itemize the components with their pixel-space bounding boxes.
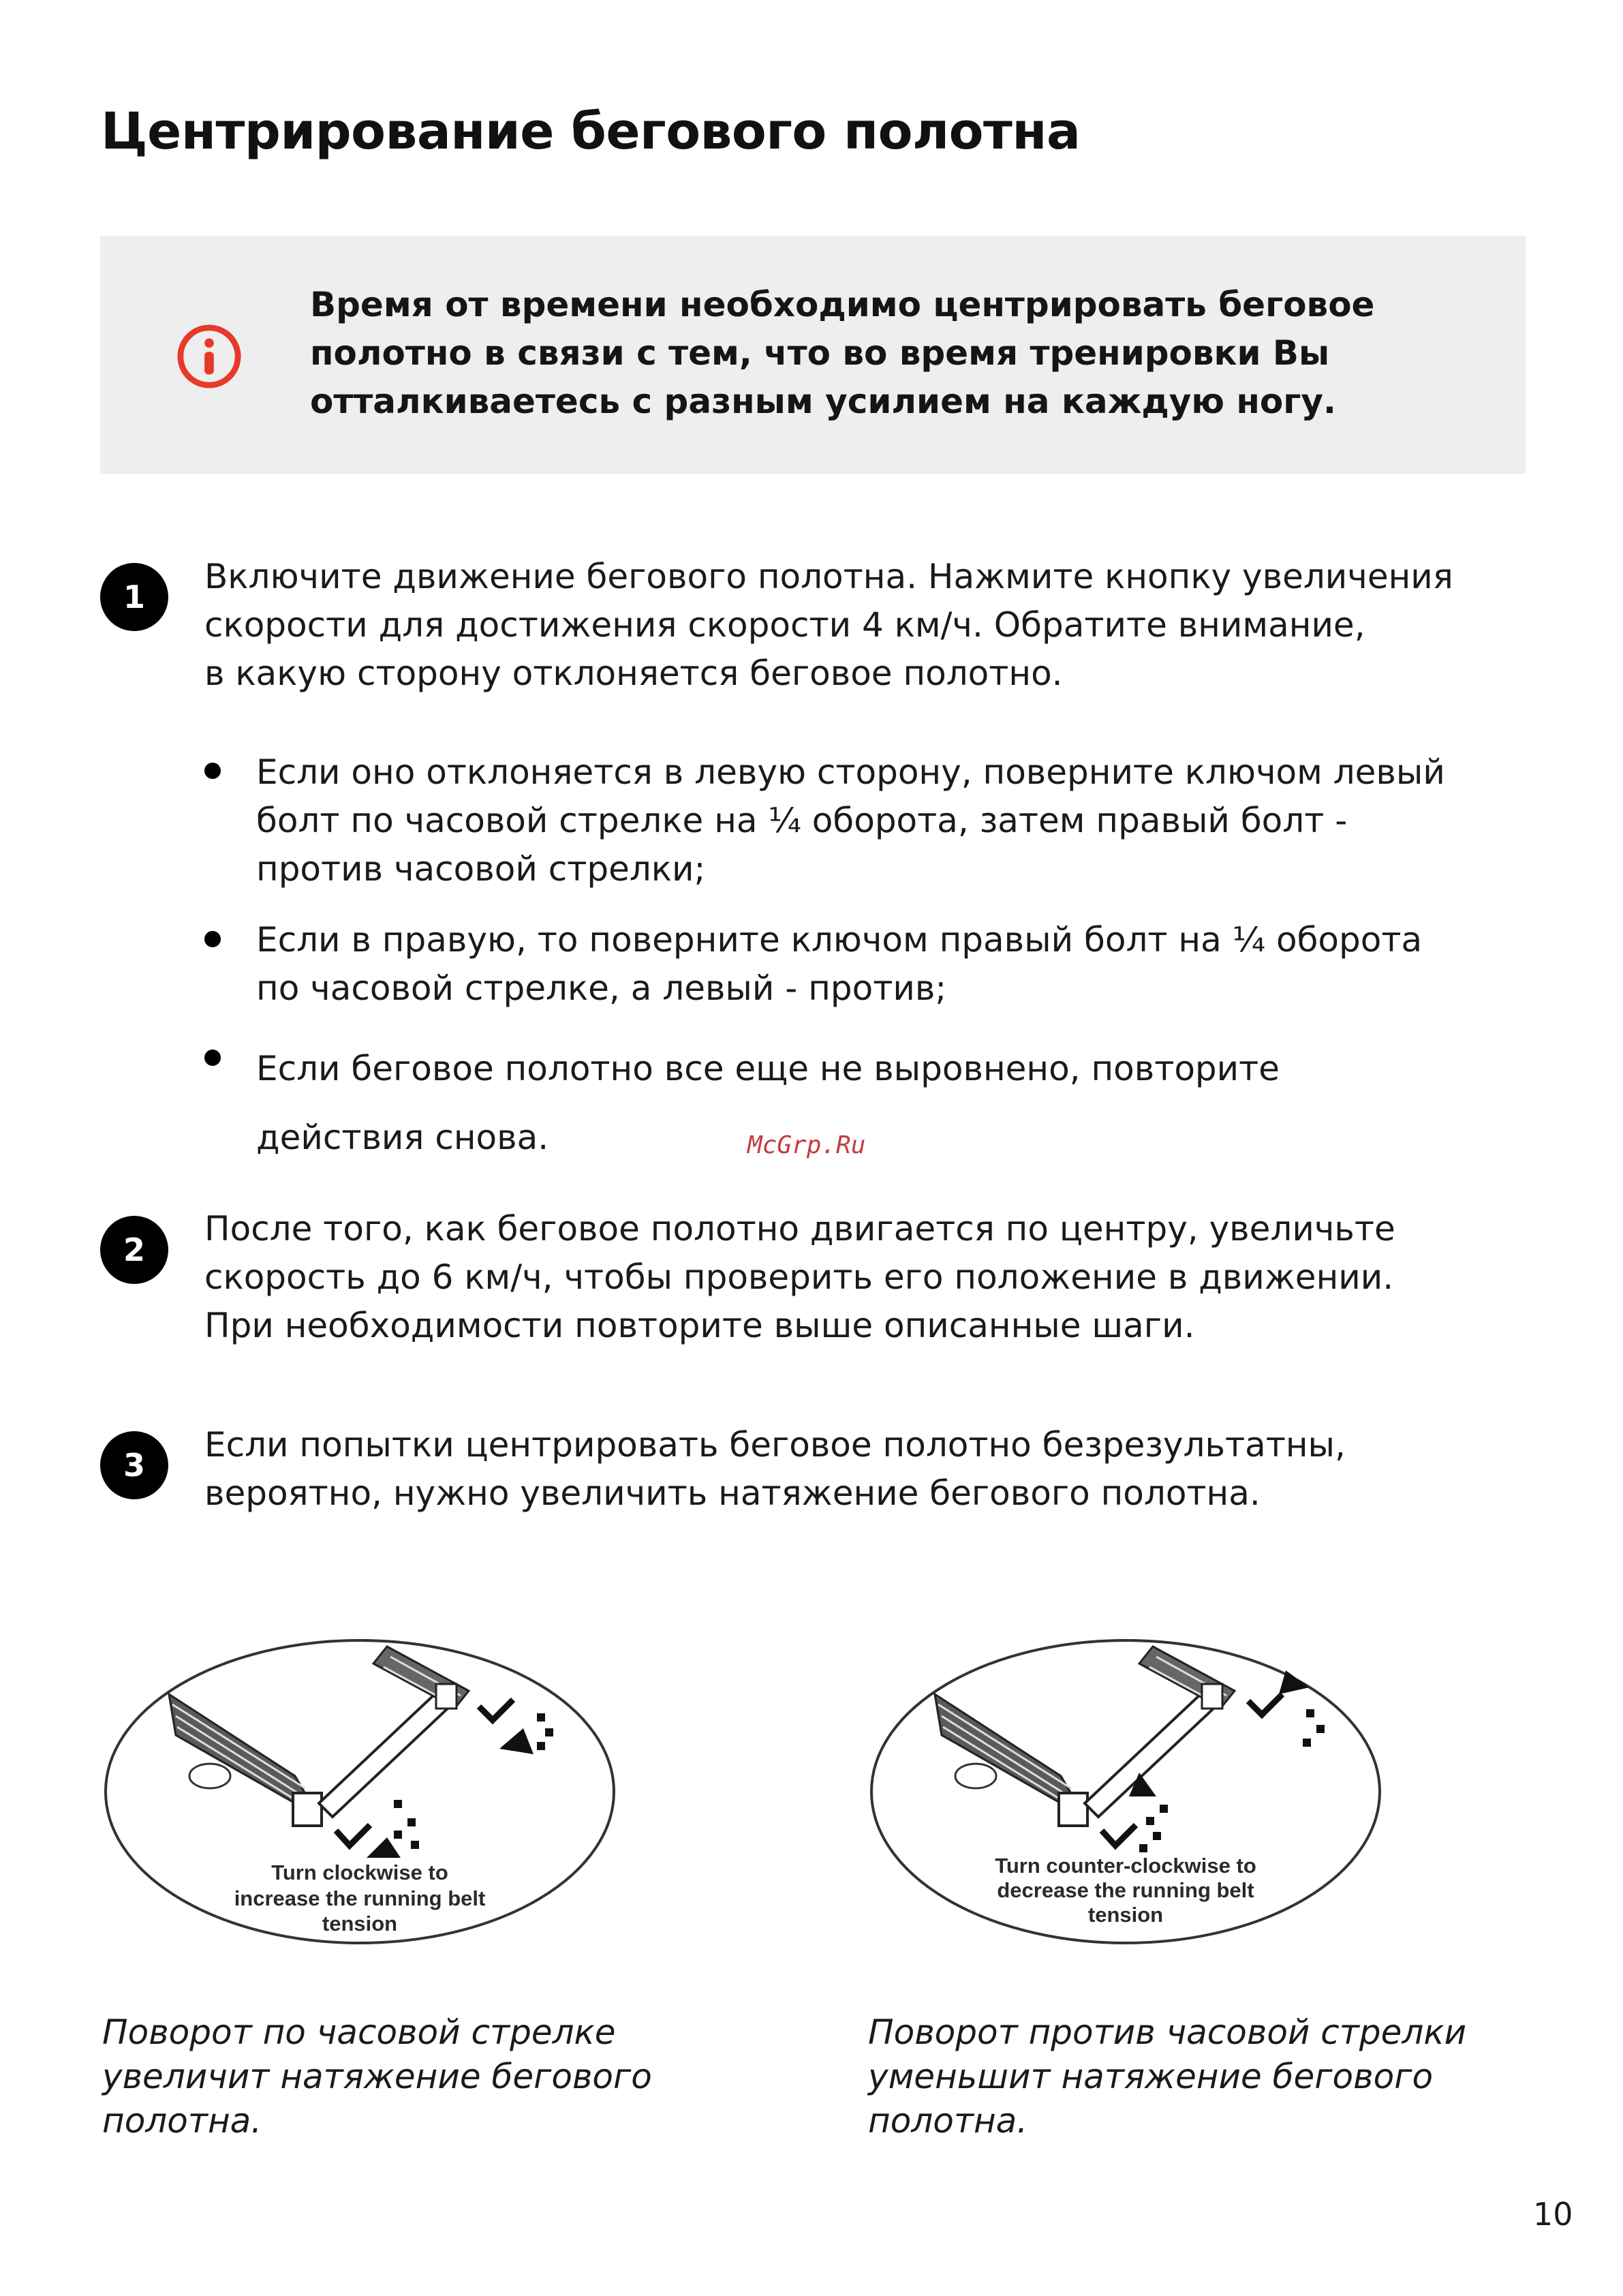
caption-line: полотна.	[868, 2101, 1028, 2141]
tension-diagram-clockwise	[101, 1633, 619, 1946]
diagram-label-line: decrease the running belt	[997, 1878, 1254, 1902]
page-number: 10	[1533, 2196, 1573, 2233]
step-number-3: 3	[100, 1431, 168, 1499]
tension-diagram-counter-clockwise	[867, 1633, 1385, 1946]
step-line: скорость до 6 км/ч, чтобы проверить его положение в движении.	[204, 1257, 1394, 1297]
bullet-1-text	[256, 748, 1517, 893]
bullet-line: Если беговое полотно все еще не выровнено, повторите	[256, 1049, 1280, 1088]
bullet-line: действия снова.	[256, 1118, 549, 1157]
bullet-line: Если оно отклоняется в левую сторону, поверните ключом левый	[256, 752, 1445, 792]
caption-line: Поворот по часовой стрелке	[102, 2012, 616, 2052]
caption-line: уменьшит натяжение бегового	[868, 2057, 1434, 2096]
watermark-text: McGrp.Ru	[747, 1131, 866, 1159]
step-number-2: 2	[100, 1216, 168, 1284]
bullet-3-text	[256, 1035, 1517, 1172]
info-icon	[176, 323, 243, 390]
note-line: отталкиваетесь с разным усилием на каждую ногу.	[310, 382, 1336, 421]
step-line: скорости для достижения скорости 4 км/ч. Обратите внимание,	[204, 605, 1365, 645]
note-line: Время от времени необходимо центрировать беговое	[310, 285, 1375, 324]
step-line: После того, как беговое полотно двигается по центру, увеличьте	[204, 1209, 1395, 1249]
diagram-caption-counter-clockwise	[868, 2010, 1549, 2143]
step-2-text	[204, 1205, 1623, 1350]
step-3-text	[204, 1421, 1623, 1518]
caption-line: увеличит натяжение бегового	[102, 2057, 652, 2096]
bullet-line: болт по часовой стрелке на ¼ оборота, затем правый болт -	[256, 801, 1348, 840]
step-number-1: 1	[100, 563, 168, 631]
diagram-label-line: increase the running belt	[234, 1886, 486, 1910]
diagram-label-line: tension	[322, 1912, 398, 1935]
bullet-dot	[204, 763, 221, 779]
bullet-2-text	[256, 916, 1517, 1013]
step-line: в какую сторону отклоняется беговое полотно.	[204, 654, 1063, 693]
diagram-label-line: tension	[1087, 1903, 1164, 1927]
note-line: полотно в связи с тем, что во время тренировки Вы	[310, 333, 1330, 373]
bullet-line: Если в правую, то поверните ключом правый болт на ¼ оборота	[256, 920, 1423, 960]
bullet-line: по часовой стрелке, а левый - против;	[256, 968, 947, 1008]
note-text	[310, 281, 1462, 426]
step-line: вероятно, нужно увеличить натяжение бегового полотна.	[204, 1473, 1261, 1513]
bullet-line: против часовой стрелки;	[256, 849, 706, 889]
bullet-dot	[204, 931, 221, 947]
diagram-caption-clockwise	[102, 2010, 784, 2143]
step-line: Включите движение бегового полотна. Нажмите кнопку увеличения	[204, 557, 1453, 596]
step-line: При необходимости повторите выше описанные шаги.	[204, 1306, 1195, 1345]
step-line: Если попытки центрировать беговое полотно безрезультатны,	[204, 1425, 1346, 1465]
step-1-text	[204, 553, 1623, 698]
bullet-dot	[204, 1050, 221, 1066]
diagram-label-line: Turn clockwise to	[271, 1861, 448, 1884]
diagram-label-line: Turn counter-clockwise to	[995, 1854, 1256, 1878]
page-title: Центрирование бегового полотна	[101, 102, 1081, 161]
caption-line: полотна.	[102, 2101, 262, 2141]
caption-line: Поворот против часовой стрелки	[868, 2012, 1467, 2052]
